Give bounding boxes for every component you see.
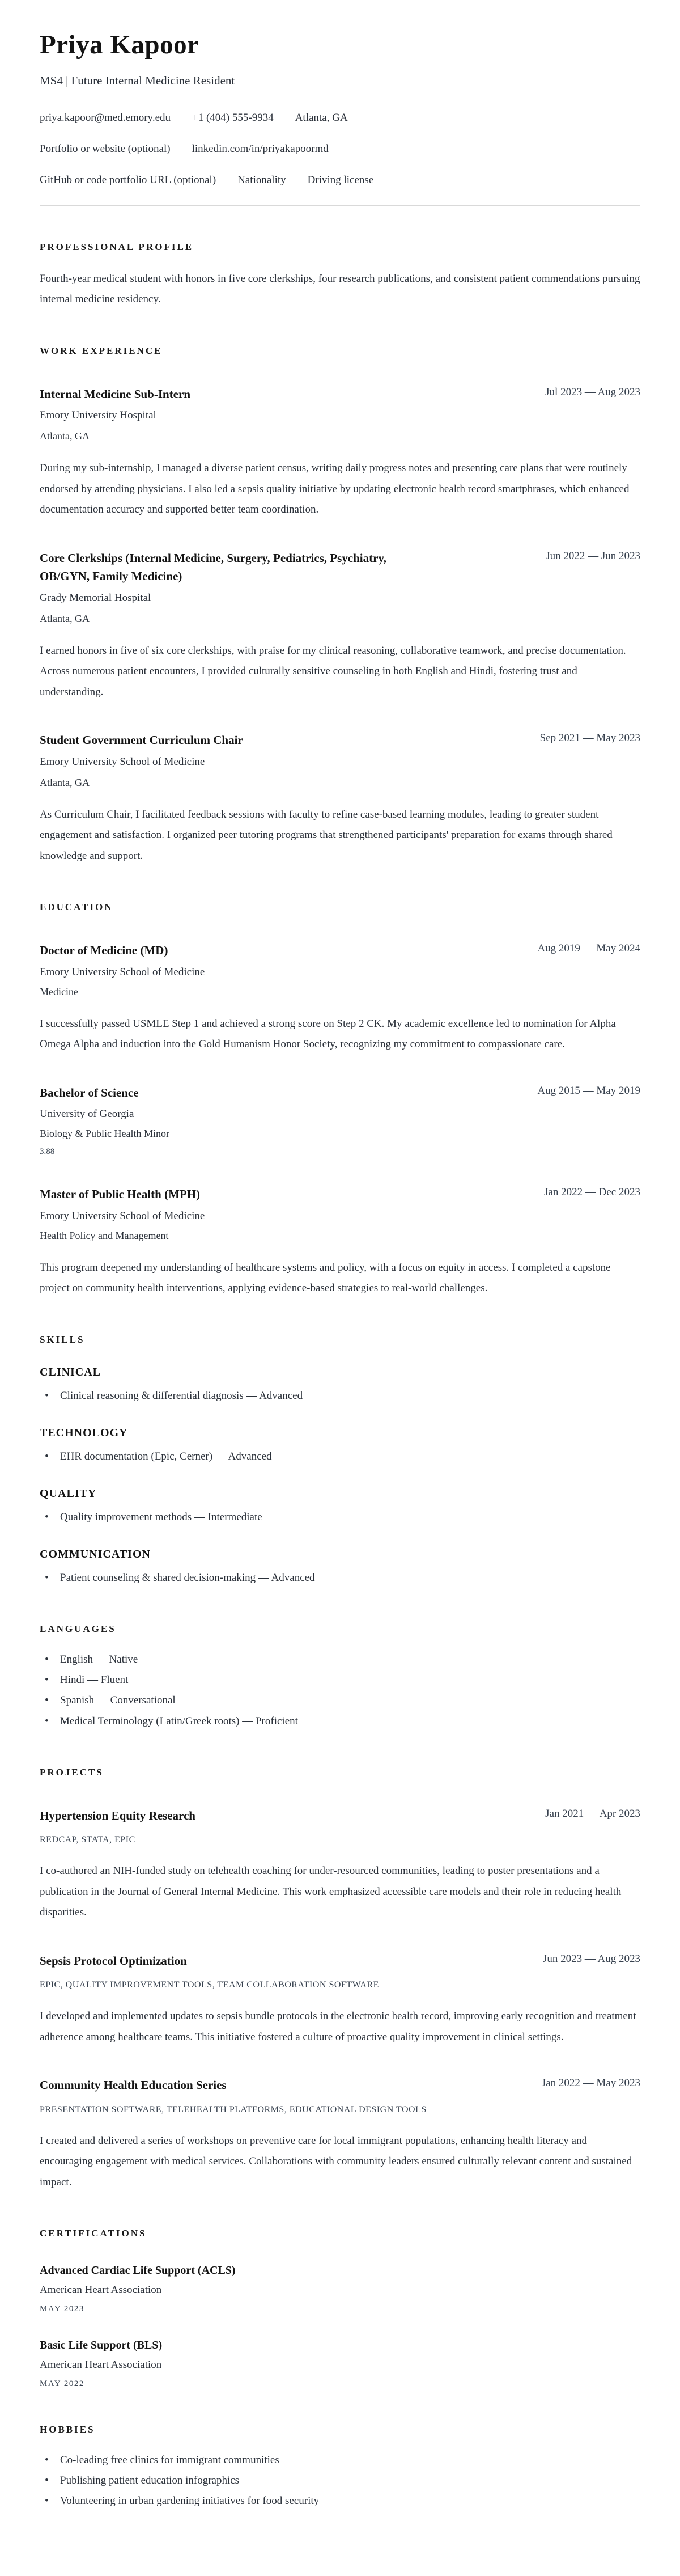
entry-location: Atlanta, GA [40, 776, 90, 788]
skill-category: COMMUNICATION [40, 1548, 151, 1561]
entry-description: I co-authored an NIH-funded study on telehealth coaching for under-resourced communities, leading to poster presentations and a publication in the Journal of General Internal Medicine. This work emphasized accessible care models and their role in reducing health disparities. [40, 1865, 622, 1919]
section-skills [40, 1334, 640, 1588]
skill-list [40, 1446, 640, 1467]
hobby-item: • Volunteering in urban gardening initiatives for food security [40, 2491, 640, 2511]
entry-description: During my sub-internship, I managed a diverse patient census, writing daily progress notes and presenting care plans that were routinely endorsed by attending physicians. I also led a sepsis quality initiative by updating electronic health record smartphrases, which enhanced documentation accuracy and supported better team coordination. [40, 462, 630, 516]
section-heading-projects: PROJECTS [40, 1766, 104, 1778]
certification-entry [40, 2264, 640, 2314]
language-item: • Spanish — Conversational [40, 1690, 640, 1711]
contact-driving-license-placeholder: Driving license [307, 174, 374, 186]
entry-dates: Aug 2015 — May 2019 [537, 1084, 640, 1097]
skill-item: • Patient counseling & shared decision-making — Advanced [40, 1568, 640, 1588]
language-item: • English — Native [40, 1649, 640, 1670]
section-education [40, 902, 640, 1299]
field-of-study: Biology & Public Health Minor [40, 1128, 169, 1140]
certification-issuer: American Heart Association [40, 2284, 162, 2296]
work-entry [40, 731, 640, 866]
entry-header-row [40, 1952, 640, 1970]
hobby-item: • Publishing patient education infographics [40, 2471, 640, 2491]
skill-group [40, 1427, 640, 1467]
entry-header-row [40, 731, 640, 750]
education-entry [40, 941, 640, 1055]
entry-header-row [40, 941, 640, 960]
section-heading-skills: SKILLS [40, 1334, 85, 1345]
language-item: • Medical Terminology (Latin/Greek roots) — Proficient [40, 1711, 640, 1732]
hobby-item: • Co-leading free clinics for immigrant communities [40, 2450, 640, 2471]
gpa-value: 3.88 [40, 1147, 55, 1157]
contact-row-3 [40, 174, 640, 187]
section-heading-languages: LANGUAGES [40, 1623, 116, 1635]
contact-row-2 [40, 143, 640, 155]
entry-header-row [40, 1185, 640, 1204]
header-divider [40, 205, 640, 206]
skill-item: • EHR documentation (Epic, Cerner) — Advanced [40, 1446, 640, 1467]
skill-group [40, 1366, 640, 1406]
education-entry [40, 1084, 640, 1157]
section-languages [40, 1623, 640, 1731]
entry-organization: Emory University School of Medicine [40, 755, 205, 768]
section-heading-education: EDUCATION [40, 902, 113, 913]
entry-dates: Jan 2022 — Dec 2023 [544, 1186, 640, 1199]
section-projects [40, 1767, 640, 2193]
school-name: University of Georgia [40, 1108, 134, 1120]
entry-organization: Grady Memorial Hospital [40, 591, 151, 604]
skill-list [40, 1386, 640, 1406]
skill-item: • Clinical reasoning & differential diagnosis — Advanced [40, 1386, 640, 1406]
degree-title: Bachelor of Science [40, 1085, 139, 1099]
project-title: Community Health Education Series [40, 2078, 227, 2092]
skill-category: CLINICAL [40, 1365, 101, 1378]
entry-location: Atlanta, GA [40, 612, 90, 624]
entry-organization: Emory University Hospital [40, 409, 156, 422]
section-heading-hobbies: HOBBIES [40, 2424, 95, 2435]
skill-item: • Quality improvement methods — Intermediate [40, 1507, 640, 1528]
entry-header-row [40, 1084, 640, 1102]
skill-list [40, 1507, 640, 1528]
entry-description: I earned honors in five of six core clerkships, with praise for my clinical reasoning, collaborative teamwork, and precise documentation. Across numerous patient encounters, I provided culturally sensitive counseling in both English and Hindi, fostering trust and understanding. [40, 644, 626, 698]
entry-header-row [40, 385, 640, 404]
section-professional-profile [40, 242, 640, 310]
project-technologies: REDCAP, STATA, EPIC [40, 1835, 135, 1845]
project-entry [40, 2076, 640, 2193]
certification-date: MAY 2023 [40, 2304, 84, 2313]
contact-github-placeholder: GitHub or code portfolio URL (optional) [40, 174, 216, 186]
entry-header-row [40, 549, 640, 586]
entry-description: As Curriculum Chair, I facilitated feedback sessions with faculty to refine case-based learning modules, leading to greater student engagement and satisfaction. I organized peer tutoring programs that strengthened participants' preparation for exams through shared knowledge and support. [40, 808, 613, 862]
entry-title: Core Clerkships (Internal Medicine, Surgery, Pediatrics, Psychiatry, OB/GYN, Family Medicine) [40, 551, 387, 583]
entry-dates: Sep 2021 — May 2023 [539, 732, 640, 745]
section-hobbies [40, 2424, 640, 2511]
profile-summary: Fourth-year medical student with honors in five core clerkships, four research publications, and consistent patient commendations pursuing internal medicine residency. [40, 273, 640, 306]
entry-dates: Jul 2023 — Aug 2023 [545, 386, 640, 398]
language-list [40, 1649, 640, 1731]
contact-phone: +1 (404) 555-9934 [192, 112, 274, 124]
work-entry [40, 385, 640, 521]
degree-title: Doctor of Medicine (MD) [40, 944, 168, 958]
work-entry [40, 549, 640, 703]
hobby-list [40, 2450, 640, 2511]
entry-description: I developed and implemented updates to sepsis bundle protocols in the electronic health record, improving early recognition and treatment adherence among healthcare teams. This initiative fostered a culture of proactive quality improvement in clinical settings. [40, 2010, 636, 2043]
field-of-study: Medicine [40, 985, 78, 997]
project-technologies: PRESENTATION SOFTWARE, TELEHEALTH PLATFORMS, EDUCATIONAL DESIGN TOOLS [40, 2104, 427, 2114]
contact-nationality-placeholder: Nationality [237, 174, 286, 186]
candidate-name: Priya Kapoor [40, 30, 199, 60]
project-technologies: EPIC, QUALITY IMPROVEMENT TOOLS, TEAM COLLABORATION SOFTWARE [40, 1980, 379, 1990]
entry-header-row [40, 2076, 640, 2095]
section-work-experience [40, 345, 640, 866]
education-entry [40, 1185, 640, 1298]
entry-dates: Jan 2022 — May 2023 [541, 2077, 640, 2089]
skill-list [40, 1568, 640, 1588]
entry-header-row [40, 1807, 640, 1825]
section-certifications [40, 2228, 640, 2389]
section-heading-work: WORK EXPERIENCE [40, 345, 163, 356]
language-item: • Hindi — Fluent [40, 1670, 640, 1690]
certification-name: Basic Life Support (BLS) [40, 2339, 163, 2351]
contact-row-1 [40, 112, 640, 124]
degree-title: Master of Public Health (MPH) [40, 1187, 201, 1202]
certification-issuer: American Heart Association [40, 2359, 162, 2371]
project-title: Sepsis Protocol Optimization [40, 1953, 187, 1968]
school-name: Emory University School of Medicine [40, 966, 205, 978]
certification-name: Advanced Cardiac Life Support (ACLS) [40, 2264, 236, 2277]
entry-dates: Jun 2023 — Aug 2023 [542, 1952, 640, 1965]
entry-dates: Aug 2019 — May 2024 [537, 942, 640, 955]
candidate-tagline: MS4 | Future Internal Medicine Resident [40, 74, 235, 87]
project-title: Hypertension Equity Research [40, 1808, 196, 1822]
skill-category: TECHNOLOGY [40, 1426, 128, 1439]
entry-description: I successfully passed USMLE Step 1 and achieved a strong score on Step 2 CK. My academic excellence led to nomination for Alpha Omega Alpha and induction into the Gold Humanism Honor Society, recognizing my commitment to compassionate care. [40, 1017, 616, 1051]
school-name: Emory University School of Medicine [40, 1209, 205, 1222]
project-entry [40, 1952, 640, 2048]
entry-description: This program deepened my understanding of healthcare systems and policy, with a focus on equity in access. I completed a capstone project on community health interventions, applying evidence-based strategies to real-world challenges. [40, 1261, 611, 1295]
entry-title: Student Government Curriculum Chair [40, 733, 243, 747]
skill-group [40, 1548, 640, 1588]
skill-group [40, 1487, 640, 1528]
contact-portfolio-placeholder: Portfolio or website (optional) [40, 143, 171, 155]
contact-email: priya.kapoor@med.emory.edu [40, 112, 171, 124]
certification-entry [40, 2339, 640, 2389]
field-of-study: Health Policy and Management [40, 1229, 169, 1241]
entry-location: Atlanta, GA [40, 430, 90, 442]
entry-dates: Jun 2022 — Jun 2023 [546, 549, 640, 562]
entry-title: Internal Medicine Sub-Intern [40, 387, 191, 401]
skill-category: QUALITY [40, 1487, 97, 1500]
entry-description: I created and delivered a series of workshops on preventive care for local immigrant populations, enhancing health literacy and encouraging engagement with medical services. Collaborations with community leaders ensured culturally relevant content and sustained impact. [40, 2134, 632, 2188]
project-entry [40, 1807, 640, 1923]
section-heading-profile: PROFESSIONAL PROFILE [40, 242, 194, 252]
contact-location: Atlanta, GA [295, 112, 348, 124]
resume-header [40, 29, 640, 206]
section-heading-certifications: CERTIFICATIONS [40, 2228, 147, 2239]
entry-dates: Jan 2021 — Apr 2023 [545, 1807, 640, 1820]
certification-date: MAY 2022 [40, 2379, 84, 2388]
contact-linkedin: linkedin.com/in/priyakapoormd [192, 143, 329, 155]
